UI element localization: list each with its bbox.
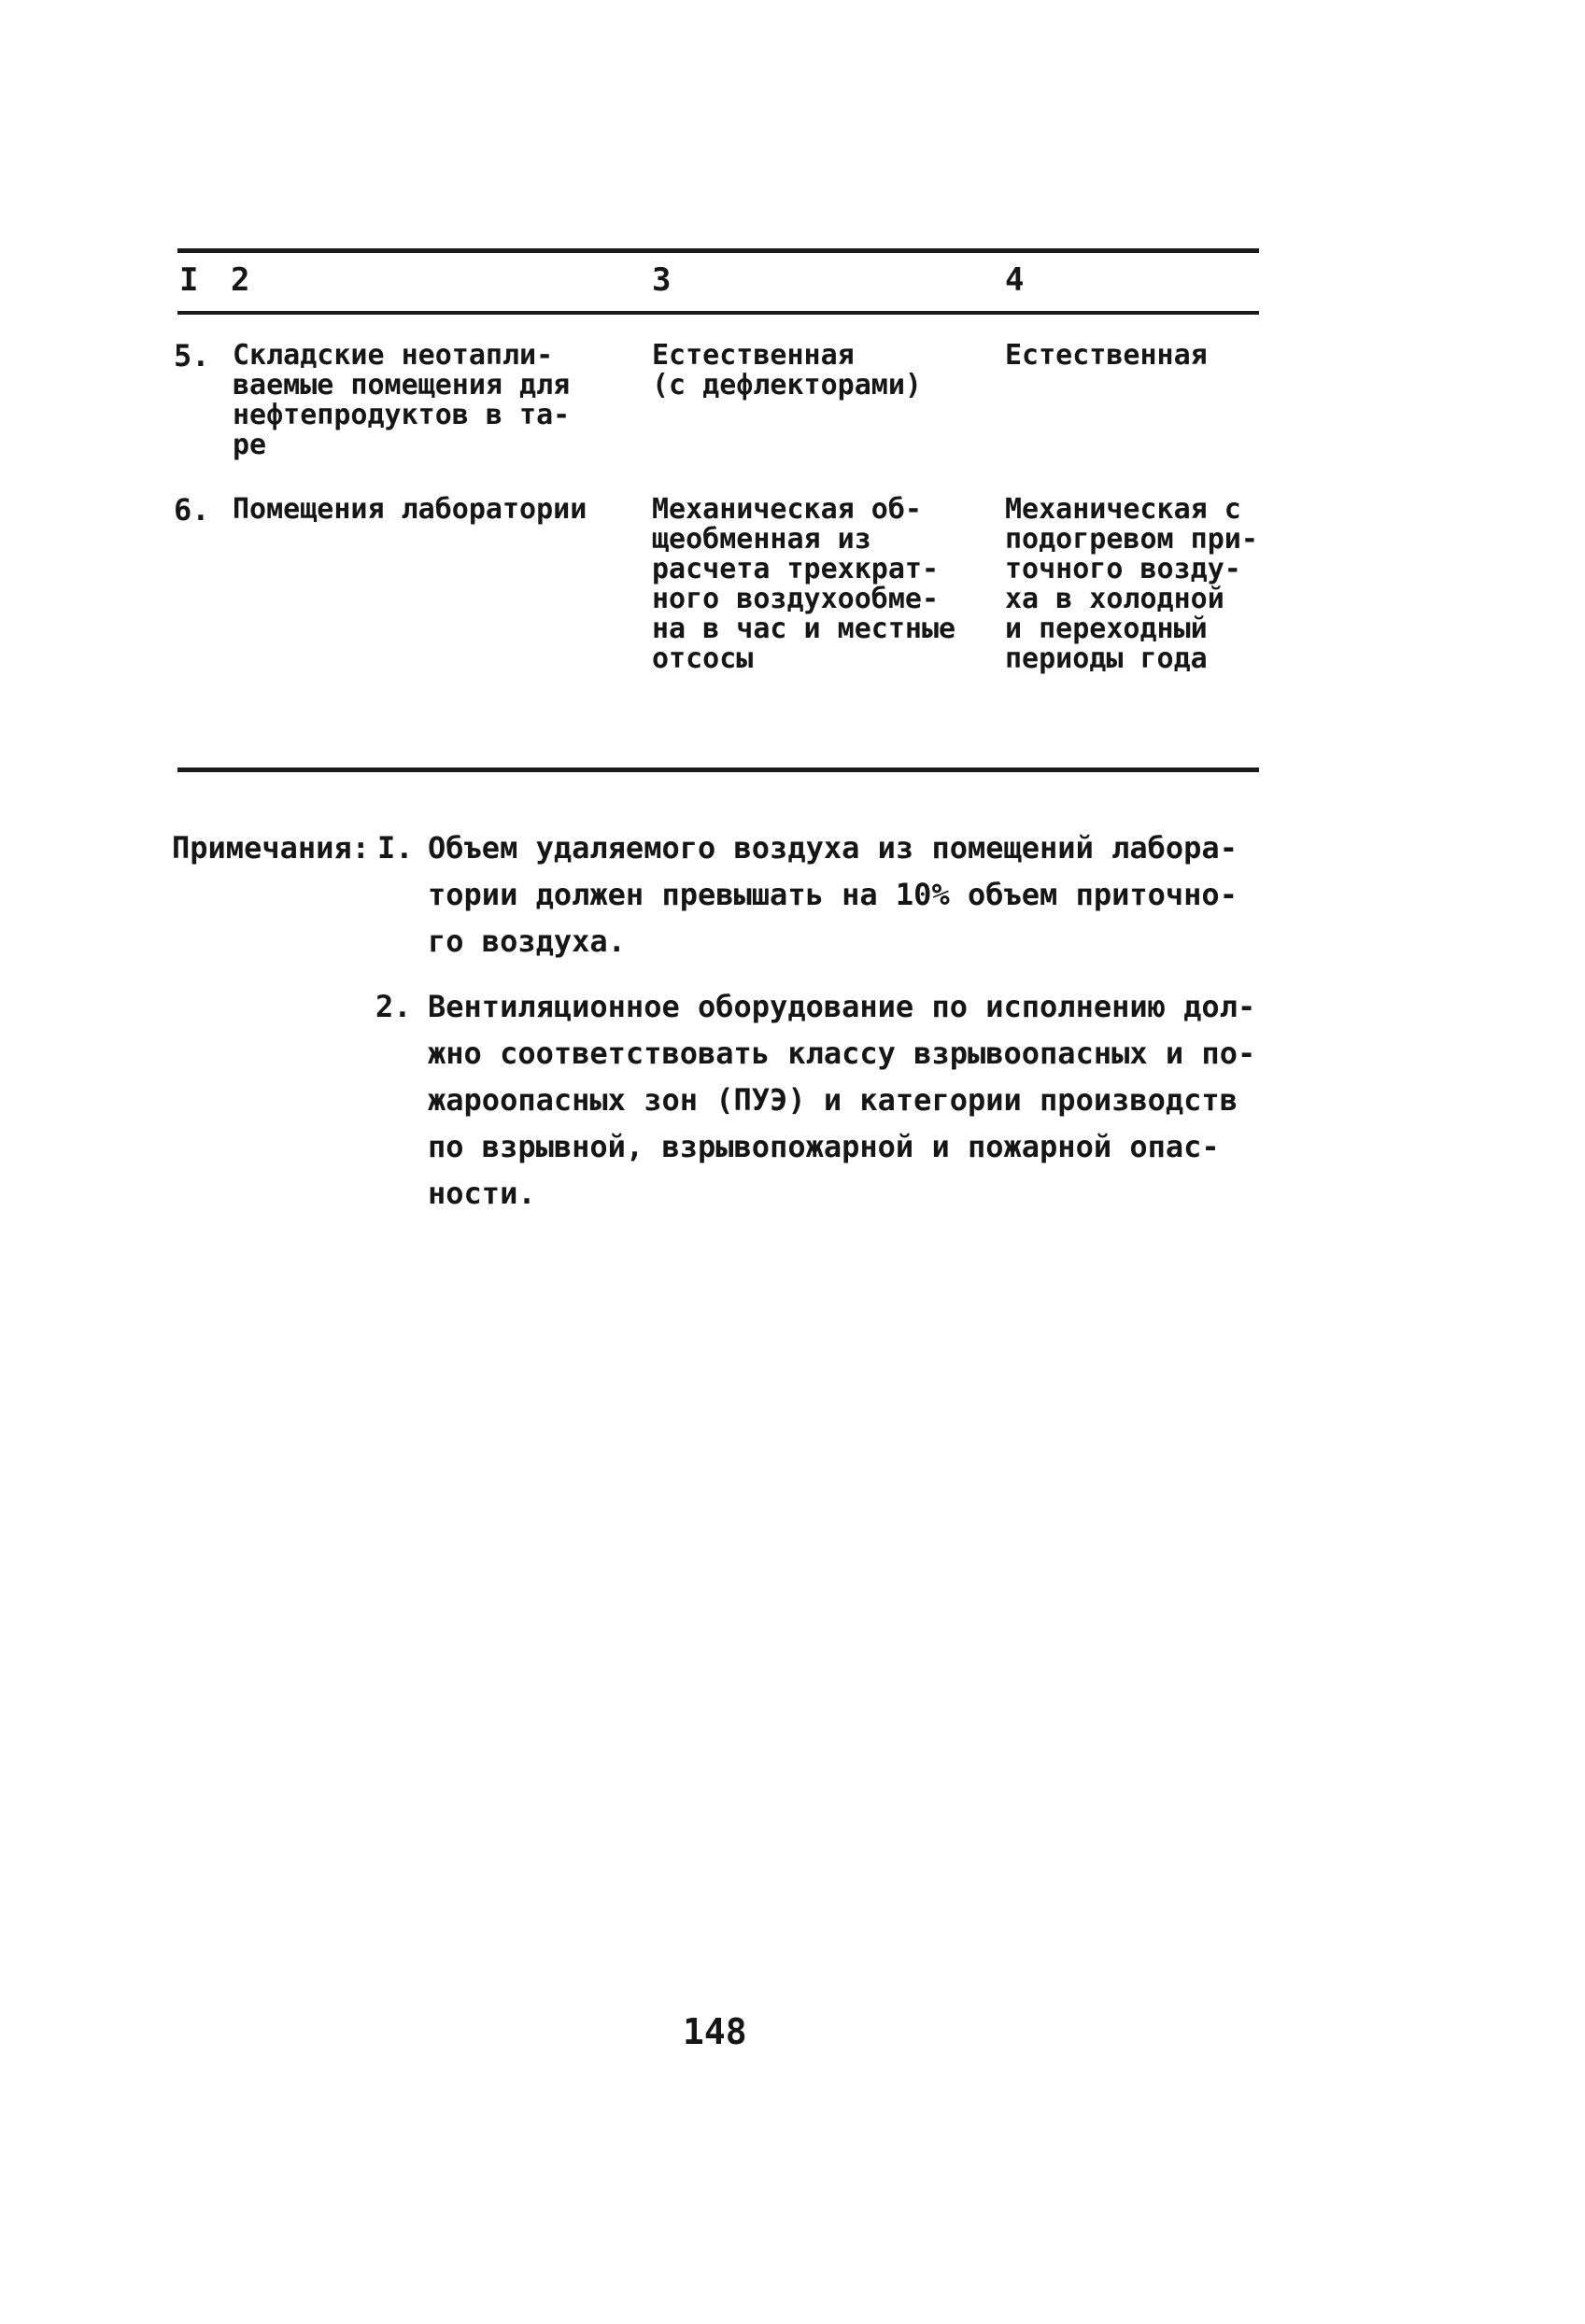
table-header-rule: [177, 311, 1259, 315]
column-header-3: 3: [652, 261, 672, 299]
row-6-premises: Помещения лаборатории: [233, 493, 587, 526]
column-header-2: 2: [231, 261, 250, 299]
column-header-1: I: [179, 261, 199, 299]
row-6-heating: Механическая с подогревом при- точного возду- ха в холодной и переходный периоды года: [1005, 493, 1258, 675]
note-1-number: I.: [377, 830, 414, 866]
row-5-number: 5.: [174, 338, 210, 373]
table-bottom-rule: [177, 768, 1259, 772]
note-2-number: 2.: [375, 989, 412, 1024]
row-5-heating: Естественная: [1005, 339, 1208, 372]
row-5-ventilation: Естественная (с дефлекторами): [652, 339, 922, 401]
row-6-ventilation: Механическая об- щеобменная из расчета трехкрат- ного воздухообме- на в час и местные отсосы: [652, 493, 956, 675]
table-top-rule: [177, 248, 1259, 253]
row-6-number: 6.: [174, 492, 210, 528]
note-2-text: Вентиляционное оборудование по исполнению дол- жно соответствовать классу взрывоопасных и по- жароопасных зон (ПУЭ) и категории производств по взрывной, взрывопожарной и пожарной опас- ности.: [428, 989, 1256, 1211]
page-number: 148: [683, 2011, 747, 2052]
note-1-text: Объем удаляемого воздуха из помещений лабора- тории должен превышать на 10% объем приточно- го воздуха.: [428, 830, 1238, 959]
column-header-4: 4: [1005, 261, 1025, 299]
notes-label: Примечания:: [172, 830, 370, 866]
row-5-premises: Складские неотапли- ваемые помещения для нефтепродуктов в та- ре: [233, 339, 571, 461]
